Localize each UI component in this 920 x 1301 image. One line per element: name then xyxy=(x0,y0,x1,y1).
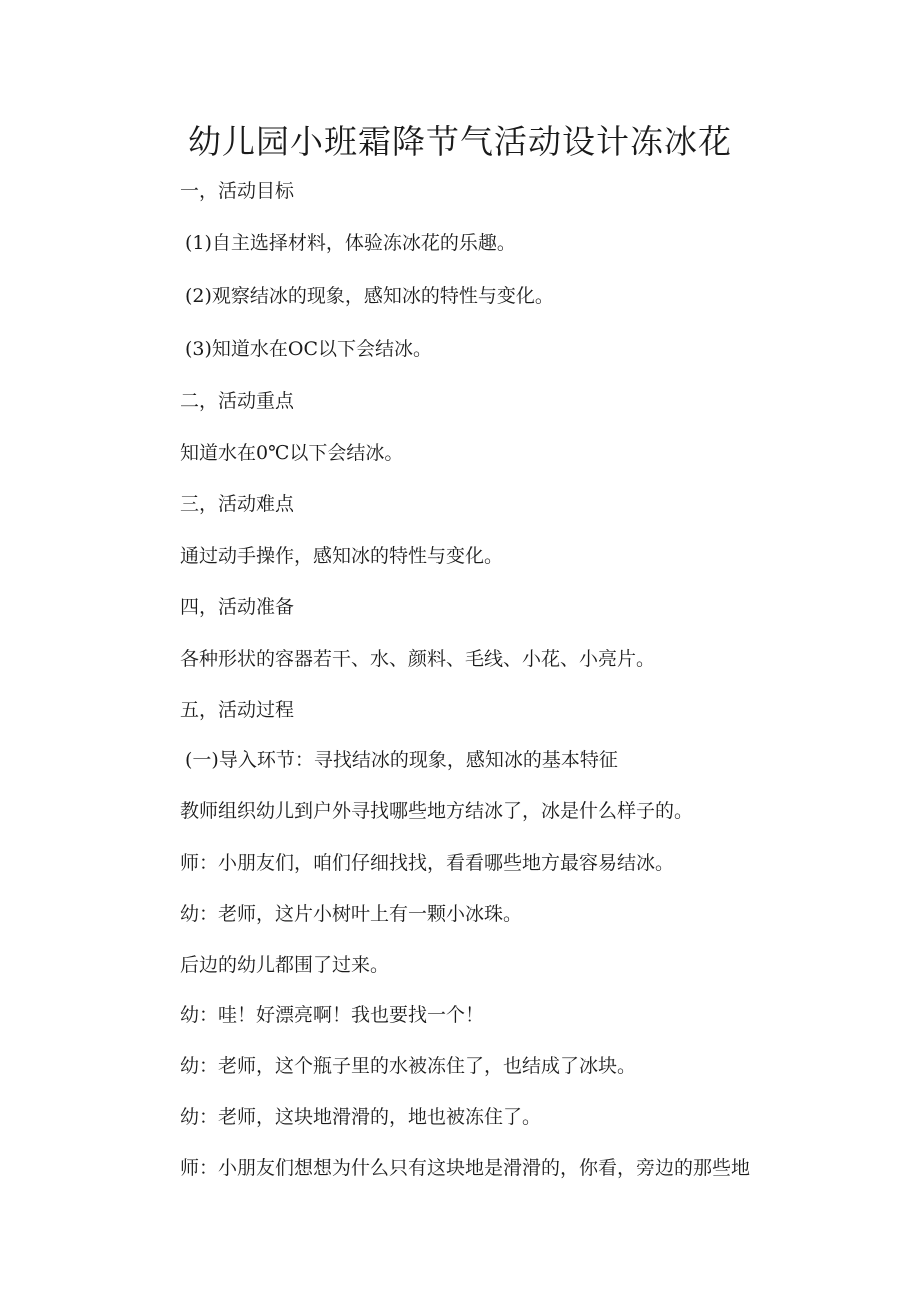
goal-item-2: (2)观察结冰的现象，感知冰的特性与变化。 xyxy=(185,285,554,307)
dialogue-line: 师：小朋友们，咱们仔细找找，看看哪些地方最容易结冰。 xyxy=(180,852,675,874)
goal-item-1: (1)自主选择材料，体验冻冰花的乐趣。 xyxy=(185,232,516,254)
section-heading-goals: 一，活动目标 xyxy=(180,180,295,202)
paragraph: 教师组织幼儿到户外寻找哪些地方结冰了，冰是什么样子的。 xyxy=(180,800,694,822)
section-heading-process: 五，活动过程 xyxy=(180,699,295,721)
paragraph: 后边的幼儿都围了过来。 xyxy=(180,954,390,976)
dialogue-line: 幼：老师，这块地滑滑的，地也被冻住了。 xyxy=(180,1106,542,1128)
dialogue-line: 幼：老师，这个瓶子里的水被冻住了，也结成了冰块。 xyxy=(180,1055,637,1077)
goal-item-3: (3)知道水在OC以下会结冰。 xyxy=(185,338,433,360)
dialogue-line: 幼：哇！好漂亮啊！我也要找一个！ xyxy=(180,1004,485,1026)
process-subheading-1: (一)导入环节：寻找结冰的现象，感知冰的基本特征 xyxy=(185,749,618,771)
section-heading-difficulty: 三，活动难点 xyxy=(180,493,295,515)
dialogue-line: 师：小朋友们想想为什么只有这块地是滑滑的，你看，旁边的那些地 xyxy=(180,1157,751,1179)
section-heading-key-point: 二，活动重点 xyxy=(180,390,295,412)
preparation-text: 各种形状的容器若干、水、颜料、毛线、小花、小亮片。 xyxy=(180,648,656,670)
section-heading-preparation: 四，活动准备 xyxy=(180,596,295,618)
document-title: 幼儿园小班霜降节气活动设计冻冰花 xyxy=(188,122,732,161)
difficulty-text: 通过动手操作，感知冰的特性与变化。 xyxy=(180,545,504,567)
dialogue-line: 幼：老师，这片小树叶上有一颗小冰珠。 xyxy=(180,903,523,925)
key-point-text: 知道水在0℃以下会结冰。 xyxy=(180,442,404,464)
